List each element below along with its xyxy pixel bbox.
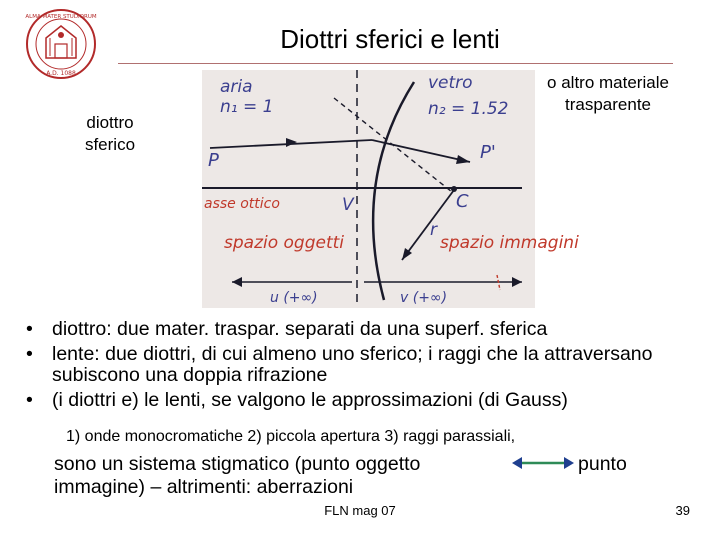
footer-text: FLN mag 07 [324, 503, 396, 518]
label-point-p-prime: P' [480, 142, 496, 163]
label-altro-materiale: o altro materiale trasparente [547, 73, 669, 114]
label-radius-r: r [430, 220, 437, 240]
label-point-p: P [208, 150, 219, 171]
double-arrow-icon [512, 455, 574, 471]
label-n1: n₁ = 1 [220, 97, 274, 117]
gauss-conditions: 1) onde monocromatiche 2) piccola apertura 3) raggi parassiali, [66, 428, 516, 445]
bullet-item [26, 344, 706, 386]
label-vertex-v: V [342, 195, 354, 215]
stigmatic-text-3: immagine) – altrimenti: aberrazioni [54, 476, 354, 498]
title-divider [118, 63, 673, 64]
stigmatic-text-1: sono un sistema stigmatico (punto oggetto [54, 453, 421, 475]
bullet-marker: • [26, 389, 33, 411]
label-n2: n₂ = 1.52 [428, 99, 509, 119]
university-seal-logo [22, 8, 100, 80]
label-center-c: C [456, 191, 469, 212]
bullet-marker: • [26, 343, 33, 365]
label-v: v (+∞) [400, 290, 448, 306]
stigmatic-text-2: punto [578, 453, 627, 475]
slide-title: Diottri sferici e lenti [280, 24, 500, 54]
spherical-dioptre-diagram [202, 70, 579, 308]
bullet-list [26, 319, 706, 415]
label-asse-ottico: asse ottico [204, 196, 280, 212]
bullet-text: diottro: due mater. traspar. separati da una superf. sferica [52, 318, 548, 340]
svg-text:A.D. 1088: A.D. 1088 [46, 70, 76, 77]
label-diottro-sferico: diottro sferico [84, 113, 136, 154]
label-spazio-oggetti: spazio oggetti [224, 233, 345, 253]
page-number: 39 [675, 503, 690, 518]
svg-text:ALMA MATER STUDIORUM: ALMA MATER STUDIORUM [25, 14, 97, 20]
bullet-text: lente: due diottri, di cui almeno uno sferico; i raggi che la attraversano subiscono una doppia rifrazione [52, 343, 653, 386]
bullet-text: (i diottri e) le lenti, se valgono le approssimazioni (di Gauss) [52, 389, 568, 411]
bullet-item [26, 319, 706, 340]
label-vetro: vetro [428, 73, 473, 93]
label-aria: aria [220, 77, 253, 97]
label-spazio-immagini: spazio immagini [440, 233, 579, 253]
bullet-marker: • [26, 318, 33, 340]
bullet-item [26, 390, 706, 411]
label-u: u (+∞) [270, 290, 318, 306]
